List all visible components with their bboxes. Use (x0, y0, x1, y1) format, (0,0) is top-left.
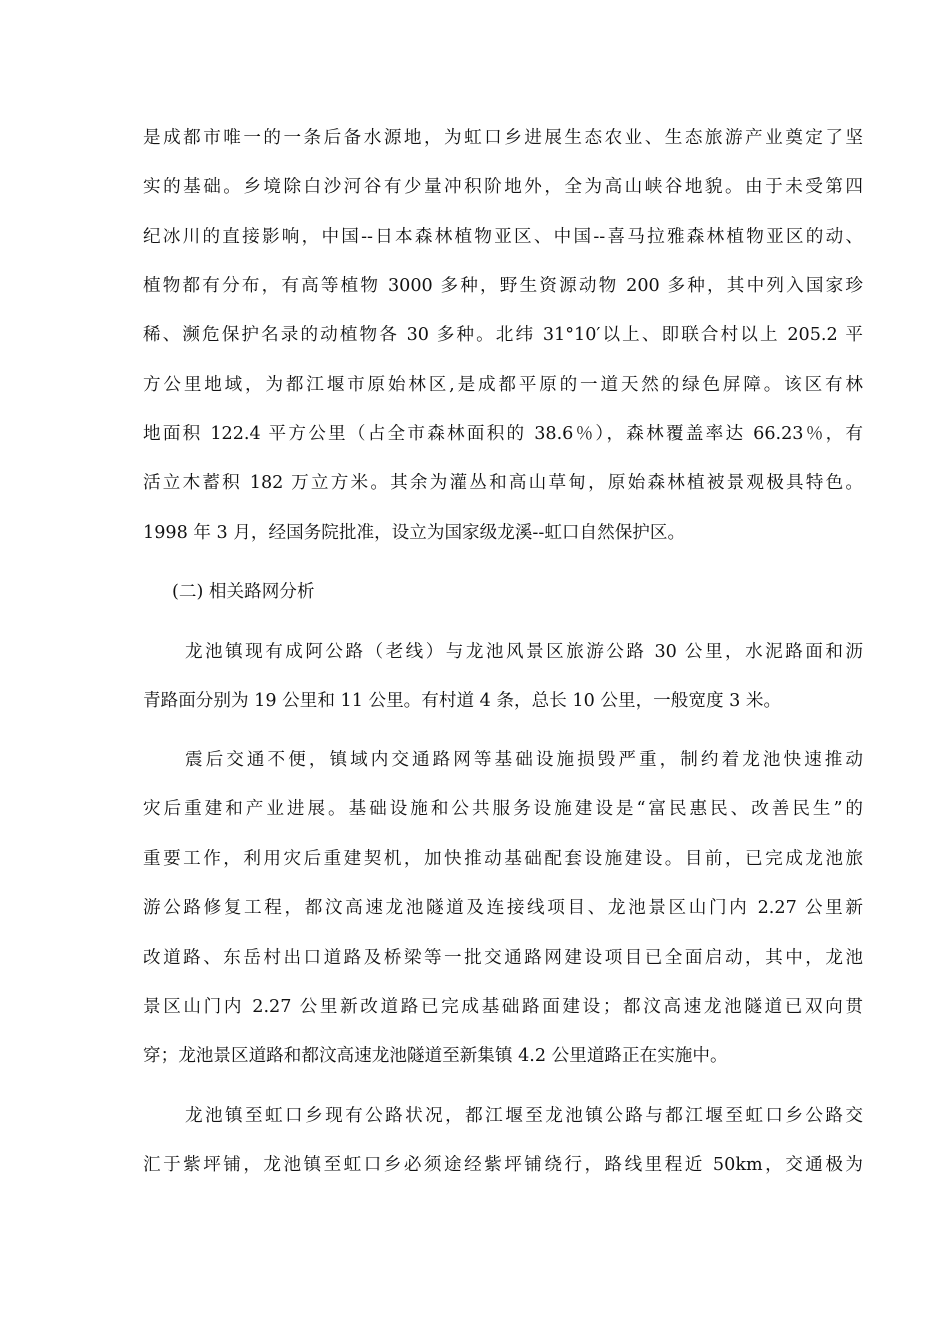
paragraph-1-line: 方公里地域，为都江堰市原始林区,是成都平原的一道天然的绿色屏障。该区有林 (143, 375, 863, 395)
paragraph-3-line: 重要工作，利用灾后重建契机，加快推动基础配套设施建设。目前，已完成龙池旅 (143, 849, 863, 869)
paragraph-1-line: 植物都有分布，有高等植物 3000 多种，野生资源动物 200 多种，其中列入国家珍 (143, 276, 863, 296)
paragraph-1-line: 稀、濒危保护名录的动植物各 30 多种。北纬 31°10′以上、即联合村以上 205.2 平 (143, 325, 863, 345)
paragraph-1-line: 地面积 122.4 平方公里（占全市森林面积的 38.6％），森林覆盖率达 66.23％，有 (143, 424, 863, 444)
paragraph-3-line: 景区山门内 2.27 公里新改道路已完成基础路面建设；都汶高速龙池隧道已双向贯 (143, 997, 863, 1017)
paragraph-2-line: 龙池镇现有成阿公路（老线）与龙池风景区旅游公路 30 公里，水泥路面和沥 (185, 642, 863, 662)
paragraph-3-line: 游公路修复工程，都汶高速龙池隧道及连接线项目、龙池景区山门内 2.27 公里新 (143, 898, 863, 918)
paragraph-1-line: 活立木蓄积 182 万立方米。其余为灌丛和高山草甸，原始森林植被景观极具特色。 (143, 473, 863, 493)
paragraph-1-line: 实的基础。乡境除白沙河谷有少量冲积阶地外，全为高山峡谷地貌。由于未受第四 (143, 177, 863, 197)
paragraph-1-line: 纪冰川的直接影响，中国--日本森林植物亚区、中国--喜马拉雅森林植物亚区的动、 (143, 227, 863, 247)
paragraph-3-line: 灾后重建和产业进展。基础设施和公共服务设施建设是“富民惠民、改善民生”的 (143, 799, 863, 819)
paragraph-4-line: 龙池镇至虹口乡现有公路状况，都江堰至龙池镇公路与都江堰至虹口乡公路交 (185, 1106, 863, 1126)
section-heading: (二) 相关路网分析 (172, 582, 315, 602)
paragraph-2-line: 青路面分别为 19 公里和 11 公里。有村道 4 条，总长 10 公里，一般宽度 3 米。 (143, 691, 782, 711)
paragraph-3-line: 改道路、东岳村出口道路及桥梁等一批交通路网建设项目已全面启动，其中，龙池 (143, 948, 863, 968)
paragraph-3-line: 穿；龙池景区道路和都汶高速龙池隧道至新集镇 4.2 公里道路正在实施中。 (143, 1046, 728, 1066)
paragraph-1-line: 1998 年 3 月，经国务院批准，设立为国家级龙溪--虹口自然保护区。 (143, 523, 686, 543)
paragraph-3-line: 震后交通不便，镇域内交通路网等基础设施损毁严重，制约着龙池快速推动 (185, 750, 863, 770)
paragraph-4-line: 汇于紫坪铺，龙池镇至虹口乡必须途经紫坪铺绕行，路线里程近 50km，交通极为 (143, 1155, 863, 1175)
paragraph-1-line: 是成都市唯一的一条后备水源地，为虹口乡进展生态农业、生态旅游产业奠定了坚 (143, 128, 863, 148)
